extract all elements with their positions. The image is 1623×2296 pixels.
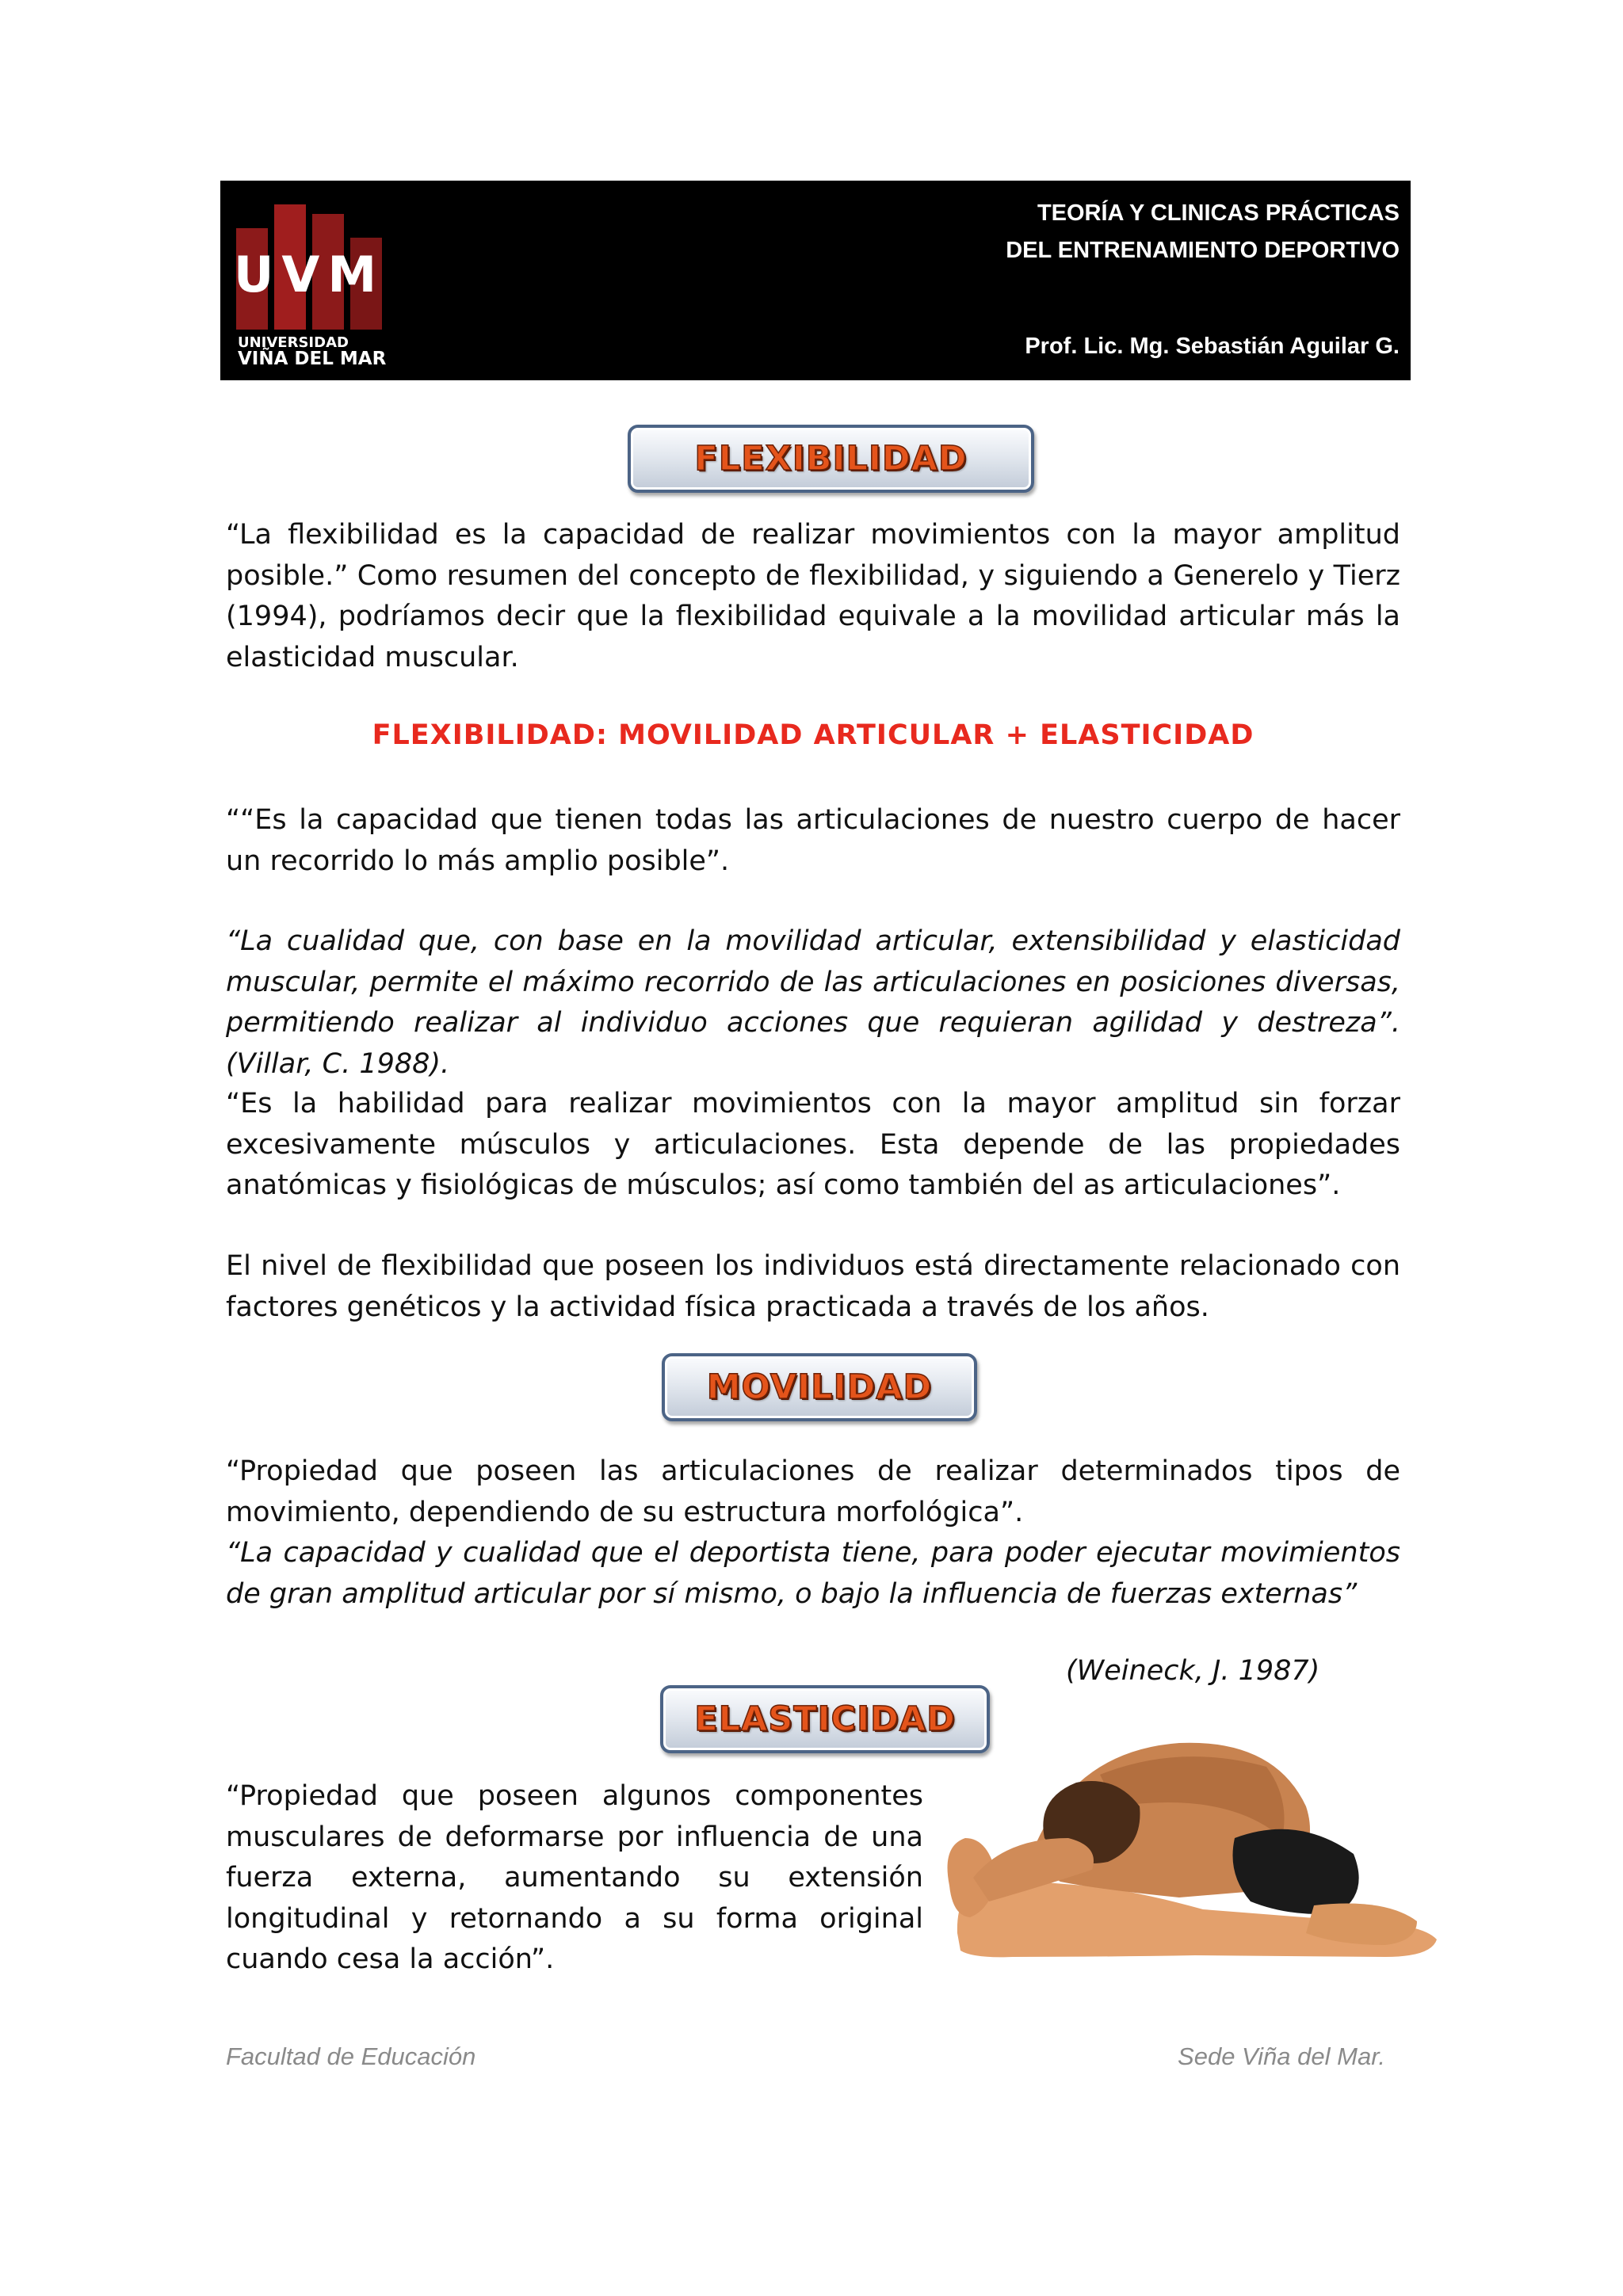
flexibility-formula: FLEXIBILIDAD: MOVILIDAD ARTICULAR + ELASTICIDAD	[372, 719, 1254, 751]
svg-text:UVM: UVM	[233, 246, 385, 303]
definition-3: “Es la habilidad para realizar movimientos con la mayor amplitud sin forzar excesivamente músculos y articulaciones. Esta depende de las propiedades anatómicas y fisiológicas de músculos; así como también del as articulaciones”.	[226, 1088, 1400, 1201]
document-header	[220, 181, 1411, 380]
elasticidad-definition: “Propiedad que poseen algunos componentes musculares de deformarse por influencia de una fuerza externa, aumentando su extensión longitudinal y retornando a su forma original cuando cesa la acción”.	[226, 1780, 923, 1975]
movilidad-quote: “La capacidad y cualidad que el deportista tiene, para poder ejecutar movimientos de gran amplitud articular por sí mismo, o bajo la influencia de fuerzas externas”	[226, 1537, 1400, 1610]
elasticidad-title: ELASTICIDAD	[694, 1699, 956, 1739]
svg-text:VIÑA DEL MAR: VIÑA DEL MAR	[238, 349, 387, 367]
svg-text:UNIVERSIDAD: UNIVERSIDAD	[238, 334, 349, 351]
movilidad-definition: “Propiedad que poseen las articulaciones de realizar determinados tipos de movimiento, dependiendo de su estructura morfológica”.	[226, 1455, 1400, 1528]
definition-2-quote: “La cualidad que, con base en la movilidad articular, extensibilidad y elasticidad muscular, permite el máximo recorrido de las articulaciones en posiciones diversas, permitiendo realizar al individuo acciones que requieran agilidad y destreza”. (Villar, C. 1988).	[226, 925, 1400, 1080]
movilidad-banner	[662, 1353, 977, 1421]
course-title-line1: TEORÍA Y CLINICAS PRÁCTICAS	[1037, 200, 1400, 226]
course-title-line2: DEL ENTRENAMIENTO DEPORTIVO	[1006, 238, 1400, 263]
definition-1: ““Es la capacidad que tienen todas las articulaciones de nuestro cuerpo de hacer un recorrido lo más amplio posible”.	[226, 804, 1400, 877]
elasticidad-banner	[660, 1685, 990, 1753]
stretching-athlete-image	[941, 1719, 1449, 1973]
footer-campus: Sede Viña del Mar.	[1178, 2042, 1385, 2070]
professor-name: Prof. Lic. Mg. Sebastián Aguilar G.	[1025, 334, 1400, 359]
intro-paragraph: “La flexibilidad es la capacidad de realizar movimientos con la mayor amplitud posible.” Como resumen del concepto de flexibilidad, y siguiendo a Generelo y Tierz (1994), podríamos decir que la flexibilidad equivale a la movilidad articular más la elasticidad muscular.	[226, 519, 1400, 673]
flexibilidad-banner	[628, 425, 1034, 493]
uvm-logo	[230, 196, 388, 367]
flexibilidad-title: FLEXIBILIDAD	[694, 439, 968, 479]
footer-faculty: Facultad de Educación	[226, 2042, 476, 2070]
movilidad-title: MOVILIDAD	[706, 1367, 933, 1407]
flexibility-level-paragraph: El nivel de flexibilidad que poseen los individuos está directamente relacionado con factores genéticos y la actividad física practicada a través de los años.	[226, 1250, 1400, 1323]
course-title	[1006, 195, 1400, 269]
movilidad-citation: (Weineck, J. 1987)	[1066, 1655, 1320, 1687]
